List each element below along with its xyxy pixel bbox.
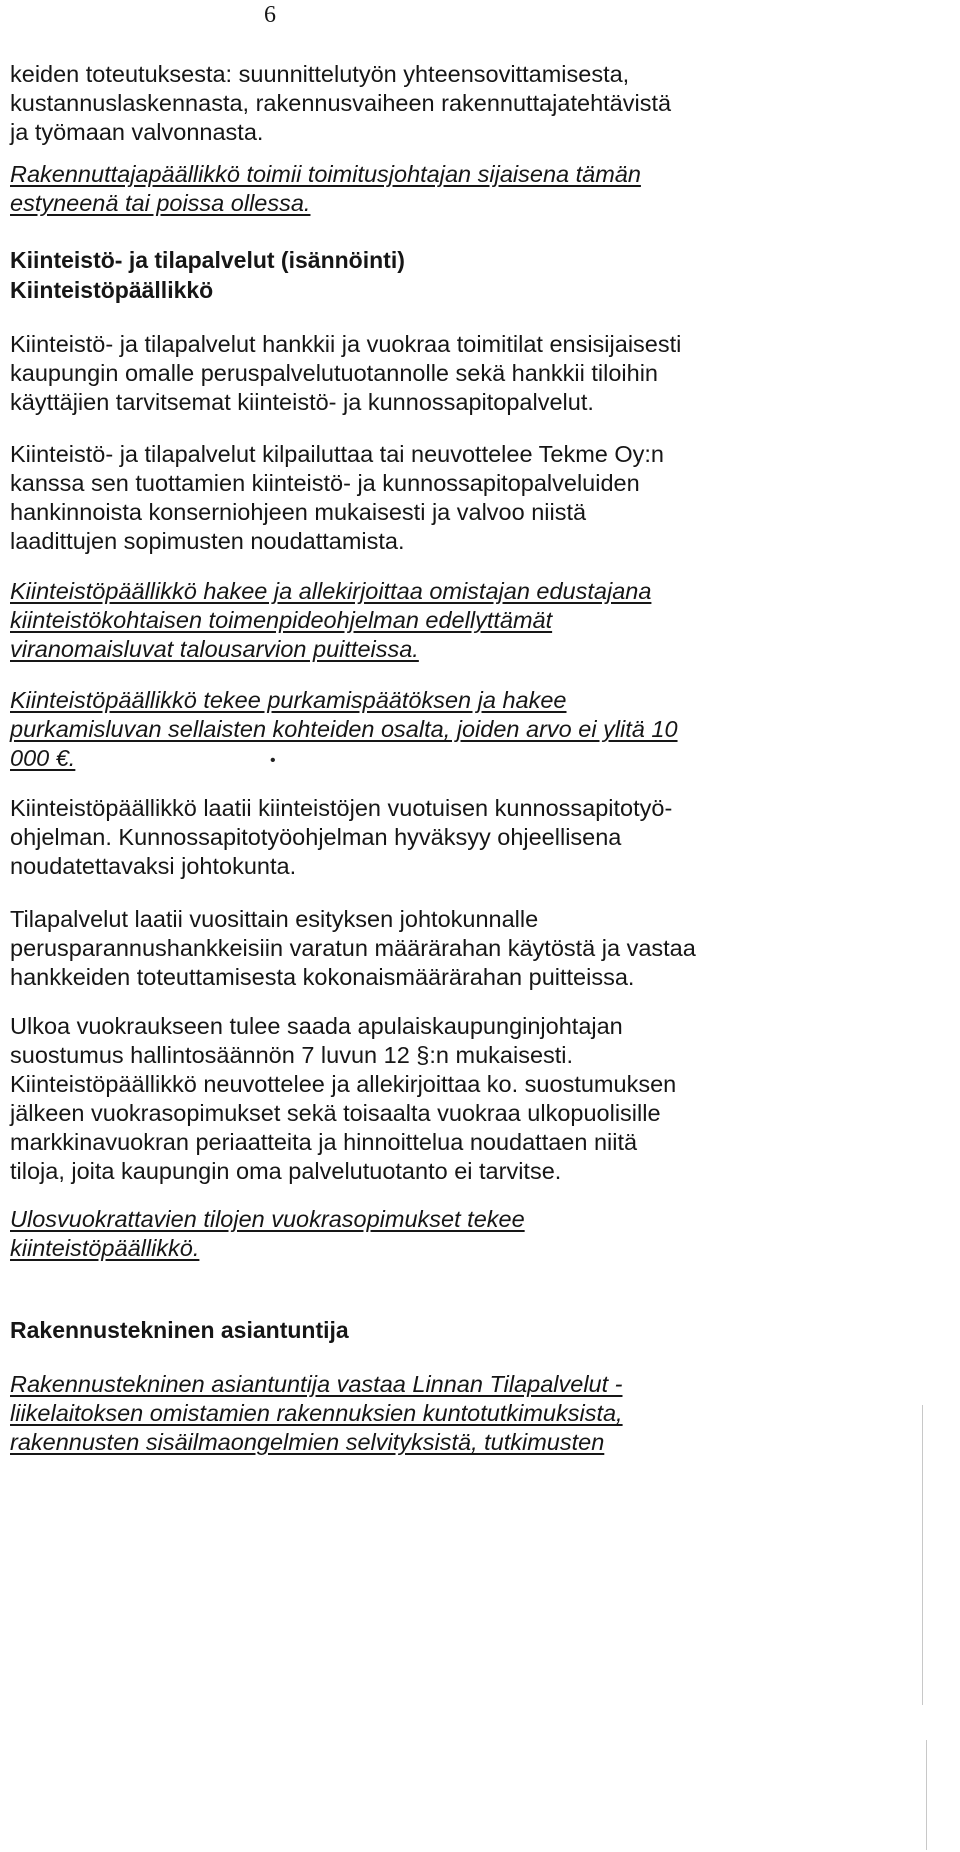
paragraph-maintenance-program: Kiinteistöpäällikkö laatii kiinteistöjen vuotuisen kunnossapitotyö- ohjelman. Kunnossapitotyöohjelman hyväksyy ohjeellisena noudatettavaksi johtokunta. [10,795,673,879]
paragraph-deputy-ceo: Rakennuttajapäällikkö toimii toimitusjohtajan sijaisena tämän estyneenä tai poissa ollessa. [10,161,641,216]
scan-speck: • [270,752,276,769]
paragraph-tekme-procurement: Kiinteistö- ja tilapalvelut kilpailuttaa tai neuvottelee Tekme Oy:n kanssa sen tuottamien kiinteistö- ja kunnossapitopalveluiden hankinnoista konserniohjeen mukaisesti ja valvoo niistä laadittujen sopimusten noudattamista. [10,441,665,554]
section-heading-property-services: Kiinteistö- ja tilapalvelut (isännöinti) Kiinteistöpäällikkö [10,247,405,303]
paragraph-permits: Kiinteistöpäällikkö hakee ja allekirjoittaa omistajan edustajana kiinteistökohtaisen toimenpideohjelman edellyttämät viranomaisluvat talousarvion puitteissa. [10,578,652,662]
paragraph-outbound-leases: Ulosvuokrattavien tilojen vuokrasopimukset tekee kiinteistöpäällikkö. [10,1206,525,1261]
paragraph-external-rental: Ulkoa vuokraukseen tulee saada apulaiskaupunginjohtajan suostumus hallintosäännön 7 luvun 12 §:n mukaisesti. Kiinteistöpäällikkö neuvottelee ja allekirjoittaa ko. suostumuksen jälkeen vuokrasopimukset sekä toisaalta vuokraa ulkopuolisille markkinavuokran periaatteita ja hinnoittelua noudattaen niitä tiloja, joita kaupungin oma palvelutuotanto ei tarvitse. [10,1013,677,1184]
paragraph-implementation-tasks: keiden toteutuksesta: suunnittelutyön yhteensovittamisesta, kustannuslaskennasta, rakennusvaiheen rakennuttajatehtävistä ja työmaan valvonnasta. [10,61,672,145]
paragraph-building-expert-duties: Rakennustekninen asiantuntija vastaa Linnan Tilapalvelut - liikelaitoksen omistamien rakennuksien kuntotutkimuksista, rakennusten sisäilmaongelmien selvityksistä, tutkimusten [10,1371,623,1455]
scan-margin-line-lower [926,1740,927,1850]
paragraph-demolition: Kiinteistöpäällikkö tekee purkamispäätöksen ja hakee purkamisluvan sellaisten kohteiden osalta, joiden arvo ei ylitä 10 000 €. [10,687,678,771]
section-heading-building-expert: Rakennustekninen asiantuntija [10,1317,349,1343]
scan-margin-line [922,1405,923,1705]
page-number: 6 [264,2,276,28]
paragraph-renovation-projects: Tilapalvelut laatii vuosittain esityksen johtokunnalle perusparannushankkeisiin varatun määrärahan käytöstä ja vastaa hankkeiden toteuttamisesta kokonaismäärärahan puitteissa. [10,906,696,990]
paragraph-property-services-role: Kiinteistö- ja tilapalvelut hankkii ja vuokraa toimitilat ensisijaisesti kaupungin omalle peruspalvelutuotannolle sekä hankkii tiloihin käyttäjien tarvitsemat kiinteistö- ja kunnossapitopalvelut. [10,331,682,415]
